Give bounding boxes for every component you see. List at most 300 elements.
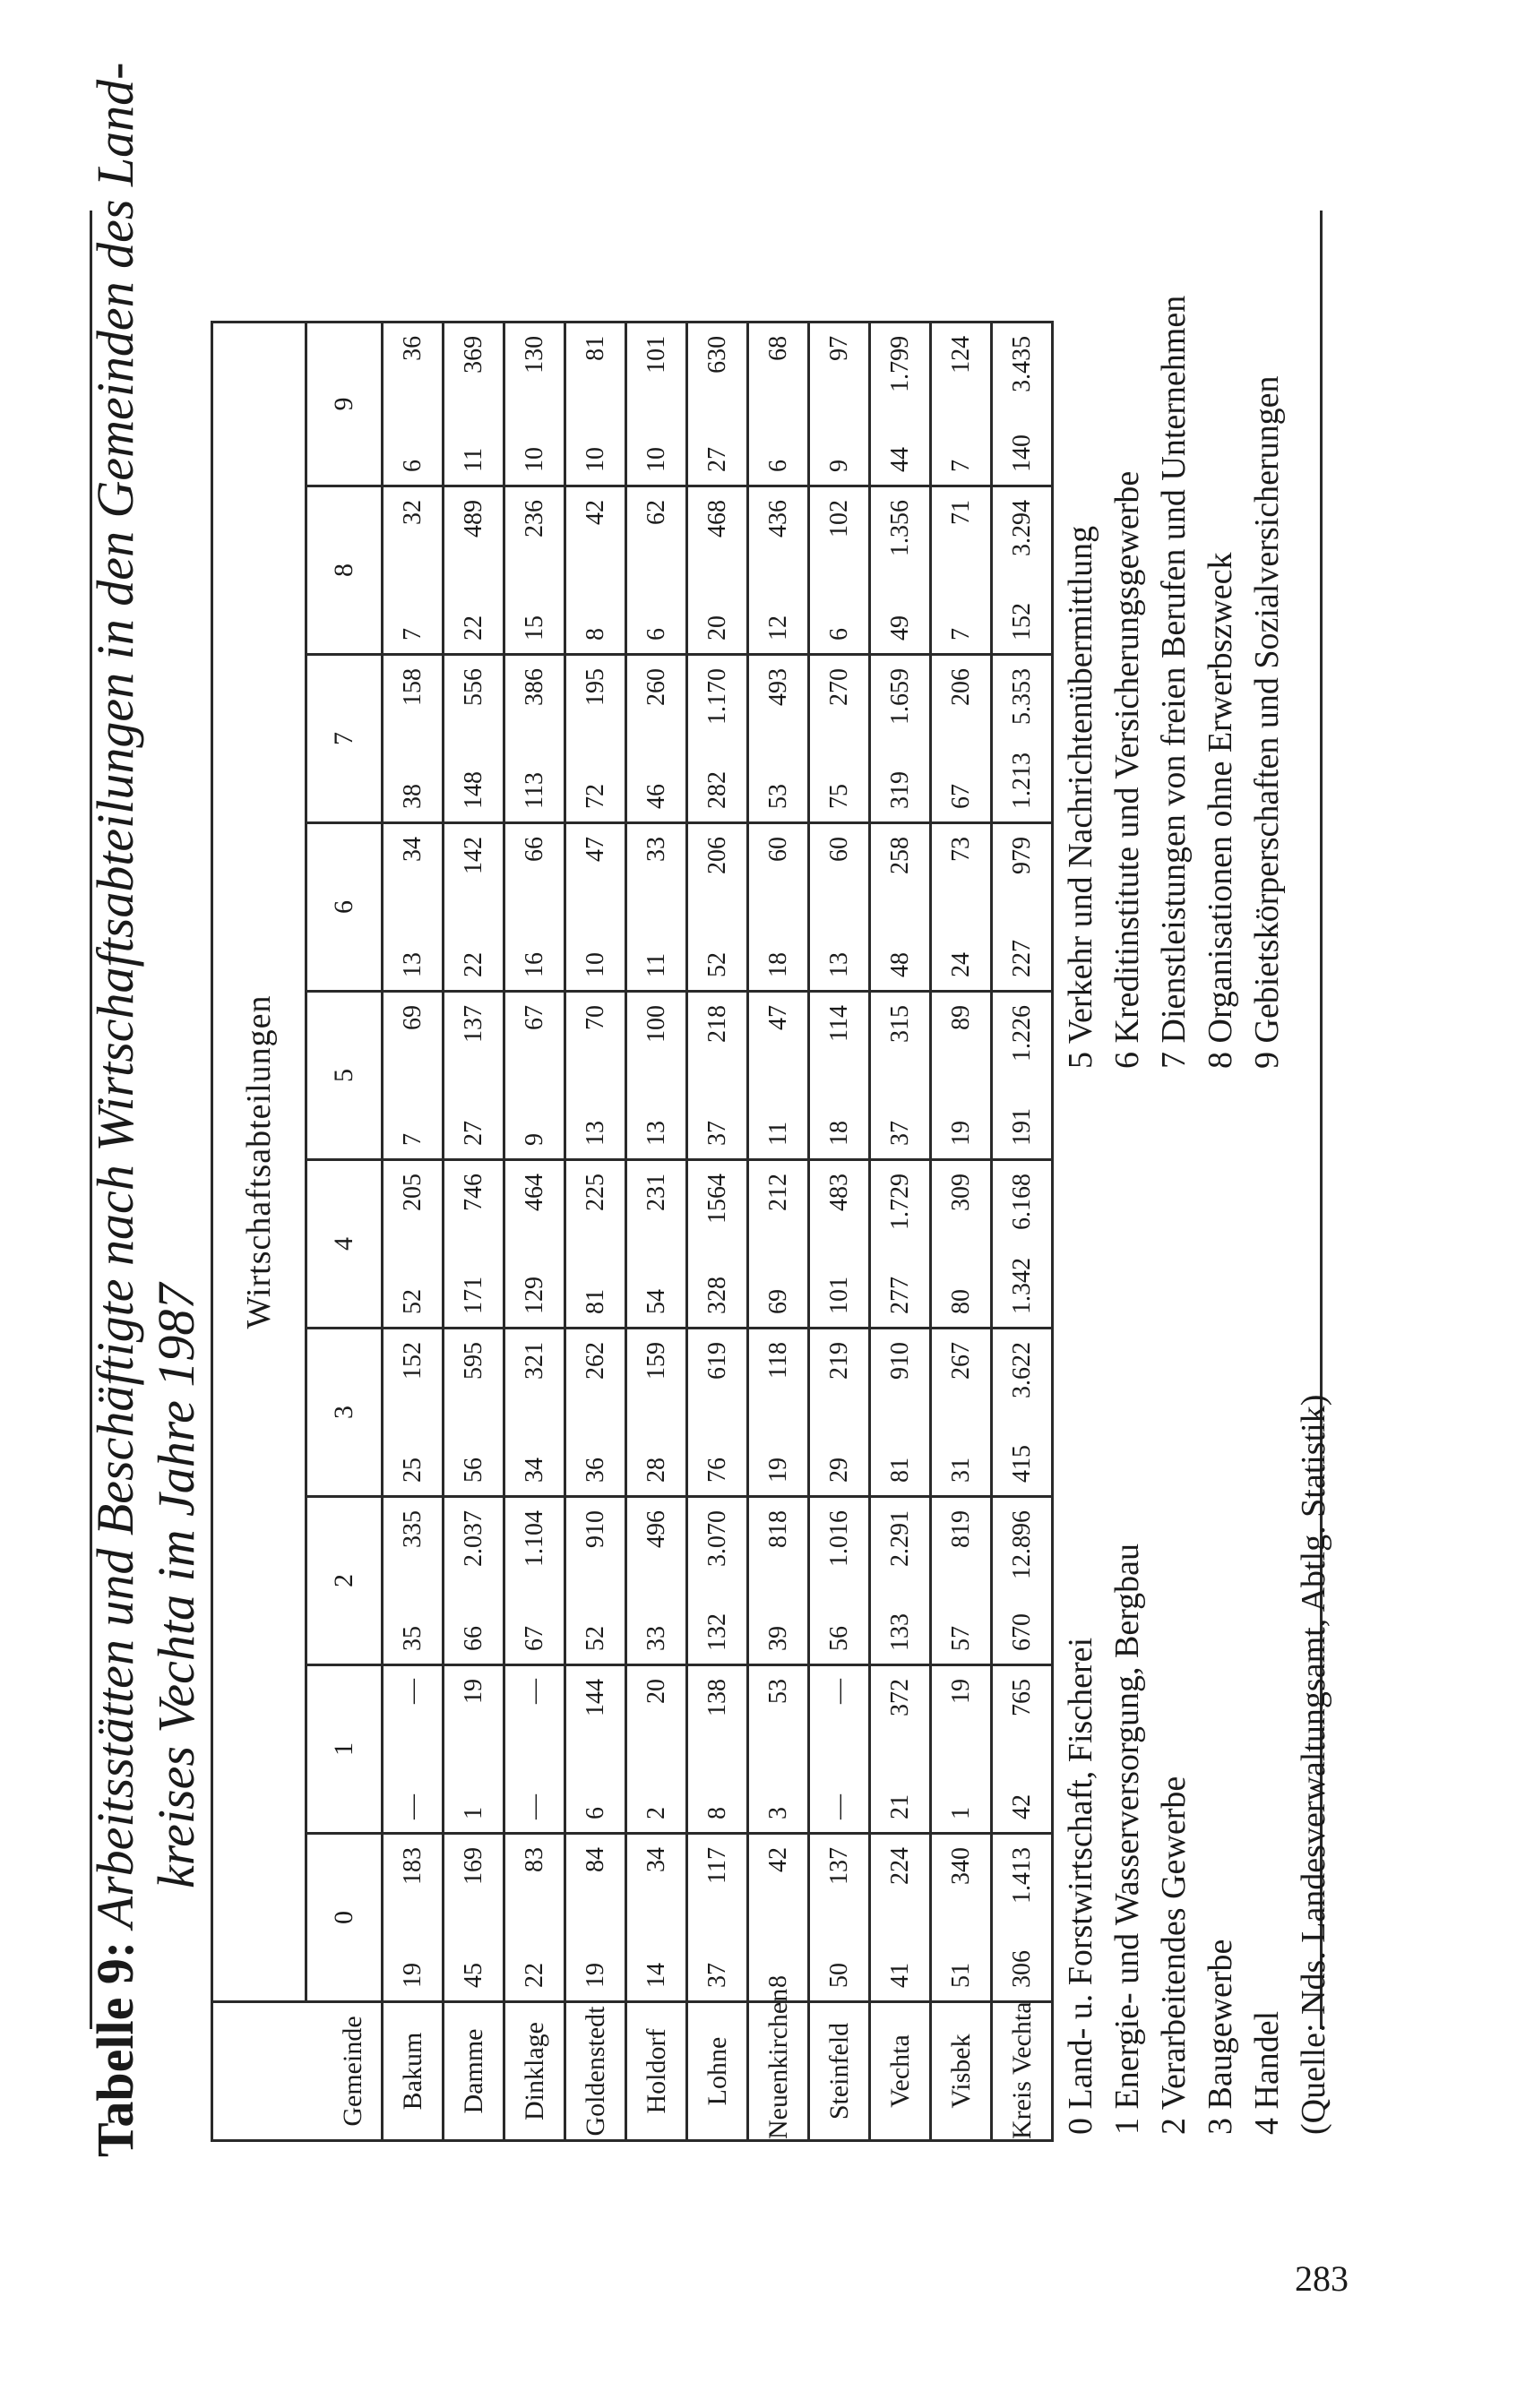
legend-item: 9 Gebietskörperschaften und Sozialversicherungen: [1248, 375, 1286, 1069]
arbeitsstaetten-value: 19: [763, 1458, 792, 1483]
beschaeftigte-value: 2.291: [885, 1510, 914, 1567]
beschaeftigte-value: 169: [459, 1847, 487, 1885]
table-cell: [444, 1834, 504, 2002]
arbeitsstaetten-value: 41: [885, 1963, 914, 1988]
beschaeftigte-value: 36: [398, 335, 427, 361]
beschaeftigte-value: 138: [702, 1679, 731, 1716]
arbeitsstaetten-value: 6: [581, 1807, 609, 1819]
arbeitsstaetten-value: 34: [520, 1458, 548, 1483]
arbeitsstaetten-value: 7: [946, 628, 975, 641]
table-cell: [992, 1497, 1053, 1665]
table-cell: [687, 322, 748, 486]
table-cell: [626, 486, 687, 655]
arbeitsstaetten-value: 9: [824, 460, 853, 472]
table-cell: [748, 655, 809, 823]
arbeitsstaetten-value: 129: [520, 1277, 548, 1314]
table-cell: [444, 992, 504, 1160]
arbeitsstaetten-value: 8: [702, 1807, 731, 1819]
gemeinde-name: Kreis Vechta: [992, 2002, 1053, 2141]
table-cell: [383, 322, 444, 486]
table-cell: [626, 1497, 687, 1665]
arbeitsstaetten-value: 227: [1007, 940, 1036, 977]
beschaeftigte-value: 818: [763, 1510, 792, 1548]
arbeitsstaetten-value: 31: [946, 1458, 975, 1483]
table-cell: [870, 1329, 931, 1497]
beschaeftigte-value: 309: [946, 1174, 975, 1211]
beschaeftigte-value: 372: [885, 1679, 914, 1716]
table-row: [687, 322, 748, 2140]
table-cell: [383, 1329, 444, 1497]
table-row: [383, 322, 444, 2140]
table-cell: [687, 1834, 748, 2002]
table-cell: [565, 1497, 626, 1665]
beschaeftigte-value: 595: [459, 1342, 487, 1380]
arbeitsstaetten-value: 80: [946, 1289, 975, 1314]
beschaeftigte-value: 1.226: [1007, 1005, 1036, 1062]
arbeitsstaetten-value: 101: [824, 1277, 853, 1314]
beschaeftigte-value: 73: [946, 837, 975, 862]
arbeitsstaetten-value: 53: [763, 784, 792, 809]
arbeitsstaetten-value: 2: [642, 1807, 670, 1819]
beschaeftigte-value: 335: [398, 1510, 427, 1548]
arbeitsstaetten-value: 39: [763, 1626, 792, 1651]
beschaeftigte-value: —: [824, 1679, 853, 1704]
table-cell: [809, 823, 870, 992]
beschaeftigte-value: 60: [824, 837, 853, 862]
beschaeftigte-value: 137: [824, 1847, 853, 1885]
beschaeftigte-value: 34: [642, 1847, 670, 1872]
legend-item: 3 Baugewerbe: [1202, 1939, 1239, 2135]
beschaeftigte-value: 84: [581, 1847, 609, 1872]
table-cell: [626, 1160, 687, 1329]
beschaeftigte-value: 42: [763, 1847, 792, 1872]
arbeitsstaetten-value: 76: [702, 1458, 731, 1483]
beschaeftigte-value: 436: [763, 500, 792, 538]
table-cell: [383, 992, 444, 1160]
arbeitsstaetten-value: 45: [459, 1963, 487, 1988]
arbeitsstaetten-value: 1: [946, 1807, 975, 1819]
arbeitsstaetten-value: 10: [581, 952, 609, 977]
beschaeftigte-value: 12.896: [1007, 1510, 1036, 1579]
beschaeftigte-value: 340: [946, 1847, 975, 1885]
table-cell: [992, 1160, 1053, 1329]
table-cell: [565, 1160, 626, 1329]
column-header-0: 0: [306, 1834, 383, 2002]
arbeitsstaetten-value: 29: [824, 1458, 853, 1483]
arbeitsstaetten-value: 37: [702, 1963, 731, 1988]
arbeitsstaetten-value: 20: [702, 615, 731, 641]
gemeinde-name: Damme: [444, 2002, 504, 2141]
arbeitsstaetten-value: 9: [520, 1133, 548, 1146]
table-cell: [504, 1497, 565, 1665]
table-cell: [687, 823, 748, 992]
beschaeftigte-value: 630: [702, 335, 731, 374]
beschaeftigte-value: 270: [824, 668, 853, 706]
table-cell: [748, 1665, 809, 1834]
column-header-8: 8: [306, 486, 383, 655]
arbeitsstaetten-value: 11: [642, 953, 670, 977]
table-cell: [809, 1160, 870, 1329]
beschaeftigte-value: 1.356: [885, 500, 914, 556]
column-header-6: 6: [306, 823, 383, 992]
table-cell: [748, 1834, 809, 2002]
beschaeftigte-value: 137: [459, 1005, 487, 1043]
table-cell: [383, 1665, 444, 1834]
table-cell: [992, 486, 1053, 655]
beschaeftigte-value: 118: [763, 1342, 792, 1379]
column-header-4: 4: [306, 1160, 383, 1329]
table-cell: [687, 1665, 748, 1834]
beschaeftigte-value: 124: [946, 335, 975, 374]
arbeitsstaetten-value: 10: [520, 447, 548, 472]
table-cell: [687, 486, 748, 655]
arbeitsstaetten-value: 133: [885, 1613, 914, 1651]
arbeitsstaetten-value: 13: [824, 952, 853, 977]
table-cell: [748, 486, 809, 655]
arbeitsstaetten-value: 7: [398, 628, 427, 641]
table-cell: [504, 322, 565, 486]
arbeitsstaetten-value: 6: [642, 628, 670, 641]
beschaeftigte-value: 496: [642, 1510, 670, 1548]
table-cell: [444, 1497, 504, 1665]
arbeitsstaetten-value: 6: [824, 628, 853, 641]
table-cell: [931, 1665, 992, 1834]
table-cell: [504, 655, 565, 823]
beschaeftigte-value: 66: [520, 837, 548, 862]
table-cell: [992, 322, 1053, 486]
beschaeftigte-value: 114: [824, 1005, 853, 1042]
gemeinde-name: Neuenkirchen: [748, 2002, 809, 2141]
table-cell: [931, 1160, 992, 1329]
arbeitsstaetten-value: 282: [702, 771, 731, 809]
arbeitsstaetten-value: 113: [520, 772, 548, 809]
legend-item: 8 Organisationen ohne Erwerbszweck: [1202, 552, 1239, 1069]
table-cell: [809, 1665, 870, 1834]
arbeitsstaetten-value: 37: [702, 1121, 731, 1146]
arbeitsstaetten-value: 306: [1007, 1950, 1036, 1988]
beschaeftigte-value: 32: [398, 500, 427, 525]
beschaeftigte-value: 619: [702, 1342, 731, 1380]
legend-item: (Quelle: Nds. Landesverwaltungsamt, Abtlg. Statistik): [1295, 1394, 1332, 2135]
arbeitsstaetten-value: 37: [885, 1121, 914, 1146]
table-title-line2: kreises Vechta im Jahre 1987: [147, 1283, 205, 1888]
beschaeftigte-value: 1.016: [824, 1510, 853, 1567]
arbeitsstaetten-value: 56: [824, 1626, 853, 1651]
gemeinde-name: Vechta: [870, 2002, 931, 2141]
beschaeftigte-value: 195: [581, 668, 609, 706]
table-cell: [626, 1665, 687, 1834]
table-cell: [383, 1497, 444, 1665]
table-cell: [748, 823, 809, 992]
table-cell: [504, 1834, 565, 2002]
table-cell: [687, 992, 748, 1160]
arbeitsstaetten-value: 72: [581, 784, 609, 809]
table-cell: [504, 1329, 565, 1497]
arbeitsstaetten-value: 57: [946, 1626, 975, 1651]
table-cell: [931, 823, 992, 992]
arbeitsstaetten-value: 42: [1007, 1794, 1036, 1819]
gemeinde-name: Goldenstedt: [565, 2002, 626, 2141]
table-row: [748, 322, 809, 2140]
legend-item: 2 Verarbeitendes Gewerbe: [1155, 1776, 1193, 2135]
table-cell: [809, 1497, 870, 1665]
table-cell: [444, 1665, 504, 1834]
table-cell: [931, 322, 992, 486]
table-cell: [504, 992, 565, 1160]
beschaeftigte-value: 83: [520, 1847, 548, 1872]
legend-item: 7 Dienstleistungen von freien Berufen und Unternehmen: [1155, 295, 1193, 1069]
beschaeftigte-value: 47: [581, 837, 609, 862]
table-cell: [626, 322, 687, 486]
beschaeftigte-value: 102: [824, 500, 853, 538]
arbeitsstaetten-value: 69: [763, 1289, 792, 1314]
beschaeftigte-value: 1.729: [885, 1174, 914, 1230]
beschaeftigte-value: 3.622: [1007, 1342, 1036, 1398]
table-row: [992, 322, 1053, 2140]
beschaeftigte-value: —: [520, 1679, 548, 1704]
gemeinde-name: Steinfeld: [809, 2002, 870, 2141]
beschaeftigte-value: 321: [520, 1342, 548, 1380]
beschaeftigte-value: 483: [824, 1174, 853, 1211]
table-cell: [687, 1329, 748, 1497]
table-row: [626, 322, 687, 2140]
arbeitsstaetten-value: 15: [520, 615, 548, 641]
arbeitsstaetten-value: 36: [581, 1458, 609, 1483]
arbeitsstaetten-value: —: [824, 1794, 853, 1819]
legend-item: 0 Land- u. Forstwirtschaft, Fischerei: [1062, 1637, 1099, 2135]
arbeitsstaetten-value: 1.342: [1007, 1258, 1036, 1314]
arbeitsstaetten-value: 24: [946, 952, 975, 977]
beschaeftigte-value: 19: [946, 1679, 975, 1704]
arbeitsstaetten-value: 132: [702, 1613, 731, 1651]
column-header-3: 3: [306, 1329, 383, 1497]
table-cell: [992, 823, 1053, 992]
table-cell: [748, 322, 809, 486]
arbeitsstaetten-value: 46: [642, 784, 670, 809]
column-header-2: 2: [306, 1497, 383, 1665]
beschaeftigte-value: 19: [459, 1679, 487, 1704]
arbeitsstaetten-value: 1: [459, 1807, 487, 1819]
table-cell: [931, 1834, 992, 2002]
table-cell: [687, 655, 748, 823]
table-cell: [992, 1329, 1053, 1497]
table-row: [565, 322, 626, 2140]
arbeitsstaetten-value: 67: [946, 784, 975, 809]
table-row: [931, 322, 992, 2140]
table-cell: [504, 1665, 565, 1834]
beschaeftigte-value: 386: [520, 668, 548, 706]
table-cell: [992, 1834, 1053, 2002]
beschaeftigte-value: 262: [581, 1342, 609, 1380]
arbeitsstaetten-value: 19: [946, 1121, 975, 1146]
arbeitsstaetten-value: 7: [398, 1133, 427, 1146]
beschaeftigte-value: 260: [642, 668, 670, 706]
beschaeftigte-value: 2.037: [459, 1510, 487, 1567]
beschaeftigte-value: 231: [642, 1174, 670, 1211]
legend-left: [1057, 1395, 1337, 2135]
beschaeftigte-value: 1.799: [885, 335, 914, 392]
table-cell: [565, 1329, 626, 1497]
arbeitsstaetten-value: 52: [702, 952, 731, 977]
beschaeftigte-value: 53: [763, 1679, 792, 1704]
beschaeftigte-value: 258: [885, 837, 914, 874]
table-cell: [992, 992, 1053, 1160]
arbeitsstaetten-value: 25: [398, 1458, 427, 1483]
beschaeftigte-value: 71: [946, 500, 975, 525]
table-cell: [931, 655, 992, 823]
table-cell: [870, 992, 931, 1160]
page-number: 283: [1295, 2258, 1349, 2299]
beschaeftigte-value: 206: [702, 837, 731, 874]
arbeitsstaetten-value: 13: [398, 952, 427, 977]
arbeitsstaetten-value: 328: [702, 1277, 731, 1314]
table-cell: [809, 992, 870, 1160]
legend-item: 6 Kreditinstitute und Versicherungsgewerbe: [1108, 470, 1146, 1069]
arbeitsstaetten-value: 3: [763, 1807, 792, 1819]
beschaeftigte-value: 1.659: [885, 668, 914, 725]
arbeitsstaetten-value: 6: [398, 460, 427, 472]
table-cell: [565, 1665, 626, 1834]
arbeitsstaetten-value: 16: [520, 952, 548, 977]
table-cell: [870, 1665, 931, 1834]
gemeinde-name: Dinklage: [504, 2002, 565, 2141]
table-cell: [504, 486, 565, 655]
gemeinde-name: Bakum: [383, 2002, 444, 2141]
table-cell: [931, 1497, 992, 1665]
table-cell: [870, 655, 931, 823]
table-cell: [870, 322, 931, 486]
beschaeftigte-value: 464: [520, 1174, 548, 1211]
table-cell: [870, 1834, 931, 2002]
table-cell: [687, 1160, 748, 1329]
beschaeftigte-value: 765: [1007, 1679, 1036, 1716]
arbeitsstaetten-value: 21: [885, 1794, 914, 1819]
beschaeftigte-value: 468: [702, 500, 731, 538]
table-cell: [992, 1665, 1053, 1834]
beschaeftigte-value: 5.353: [1007, 668, 1036, 725]
arbeitsstaetten-value: 50: [824, 1963, 853, 1988]
table-cell: [809, 1834, 870, 2002]
beschaeftigte-value: 224: [885, 1847, 914, 1885]
beschaeftigte-value: 100: [642, 1005, 670, 1043]
beschaeftigte-value: 219: [824, 1342, 853, 1380]
table-cell: [565, 655, 626, 823]
beschaeftigte-value: 152: [398, 1342, 427, 1380]
arbeitsstaetten-value: 18: [824, 1121, 853, 1146]
table-cell: [809, 655, 870, 823]
beschaeftigte-value: 225: [581, 1174, 609, 1211]
arbeitsstaetten-value: 22: [459, 952, 487, 977]
table-cell: [992, 655, 1053, 823]
table-cell: [809, 322, 870, 486]
beschaeftigte-value: 205: [398, 1174, 427, 1211]
table-cell: [444, 486, 504, 655]
beschaeftigte-value: 159: [642, 1342, 670, 1380]
beschaeftigte-value: 979: [1007, 837, 1036, 874]
arbeitsstaetten-value: 1.213: [1007, 752, 1036, 809]
beschaeftigte-value: 910: [581, 1510, 609, 1548]
beschaeftigte-value: 489: [459, 500, 487, 538]
beschaeftigte-value: 493: [763, 668, 792, 706]
table-title: [86, 62, 144, 2157]
table-row: [444, 322, 504, 2140]
arbeitsstaetten-value: 8: [763, 1975, 792, 1988]
beschaeftigte-value: 60: [763, 837, 792, 862]
beschaeftigte-value: —: [398, 1679, 427, 1704]
table-cell: [626, 1834, 687, 2002]
arbeitsstaetten-value: 11: [459, 448, 487, 472]
table-cell: [383, 486, 444, 655]
beschaeftigte-value: 97: [824, 335, 853, 361]
arbeitsstaetten-value: 67: [520, 1626, 548, 1651]
arbeitsstaetten-value: 10: [642, 447, 670, 472]
beschaeftigte-value: 1.104: [520, 1510, 548, 1567]
table-label: Tabelle 9:: [86, 1940, 144, 2157]
arbeitsstaetten-value: 8: [581, 628, 609, 641]
table-cell: [626, 992, 687, 1160]
table-cell: [504, 1160, 565, 1329]
gemeinde-name: Holdorf: [626, 2002, 687, 2141]
arbeitsstaetten-value: 48: [885, 952, 914, 977]
arbeitsstaetten-value: 56: [459, 1458, 487, 1483]
beschaeftigte-value: 101: [642, 335, 670, 374]
table-cell: [626, 1329, 687, 1497]
table-cell: [504, 823, 565, 992]
arbeitsstaetten-value: 319: [885, 771, 914, 809]
table-cell: [931, 992, 992, 1160]
arbeitsstaetten-value: 49: [885, 615, 914, 641]
arbeitsstaetten-value: 13: [581, 1121, 609, 1146]
table-cell: [687, 1497, 748, 1665]
table-cell: [383, 1834, 444, 2002]
table-cell: [931, 1329, 992, 1497]
arbeitsstaetten-value: 22: [459, 615, 487, 641]
table-cell: [444, 823, 504, 992]
arbeitsstaetten-value: 44: [885, 447, 914, 472]
table-cell: [565, 322, 626, 486]
beschaeftigte-value: 819: [946, 1510, 975, 1548]
arbeitsstaetten-value: 152: [1007, 603, 1036, 641]
beschaeftigte-value: 746: [459, 1174, 487, 1211]
beschaeftigte-value: 144: [581, 1679, 609, 1716]
arbeitsstaetten-value: 27: [702, 447, 731, 472]
arbeitsstaetten-value: 670: [1007, 1613, 1036, 1651]
table-cell: [565, 486, 626, 655]
gemeinde-name: Visbek: [931, 2002, 992, 2141]
beschaeftigte-value: 67: [520, 1005, 548, 1030]
legend-item: 4 Handel: [1248, 2010, 1286, 2135]
column-header-7: 7: [306, 655, 383, 823]
table-cell: [870, 486, 931, 655]
arbeitsstaetten-value: 18: [763, 952, 792, 977]
table-cell: [748, 1497, 809, 1665]
beschaeftigte-value: 42: [581, 500, 609, 525]
table-row: [870, 322, 931, 2140]
arbeitsstaetten-value: 52: [398, 1289, 427, 1314]
legend-item: 1 Energie- und Wasserversorgung, Bergbau: [1108, 1543, 1146, 2135]
arbeitsstaetten-value: 191: [1007, 1108, 1036, 1146]
column-header-1: 1: [306, 1665, 383, 1834]
arbeitsstaetten-value: 415: [1007, 1445, 1036, 1483]
arbeitsstaetten-value: 81: [581, 1289, 609, 1314]
beschaeftigte-value: 212: [763, 1174, 792, 1211]
beschaeftigte-value: 315: [885, 1005, 914, 1043]
data-table: [211, 321, 1054, 2142]
table-cell: [626, 823, 687, 992]
table-title-text: Arbeitsstätten und Beschäftigte nach Wirtschaftsabteilungen in den Gemeinden des Land-: [86, 62, 144, 1929]
arbeitsstaetten-value: 35: [398, 1626, 427, 1651]
legend-right: [1057, 296, 1290, 1069]
